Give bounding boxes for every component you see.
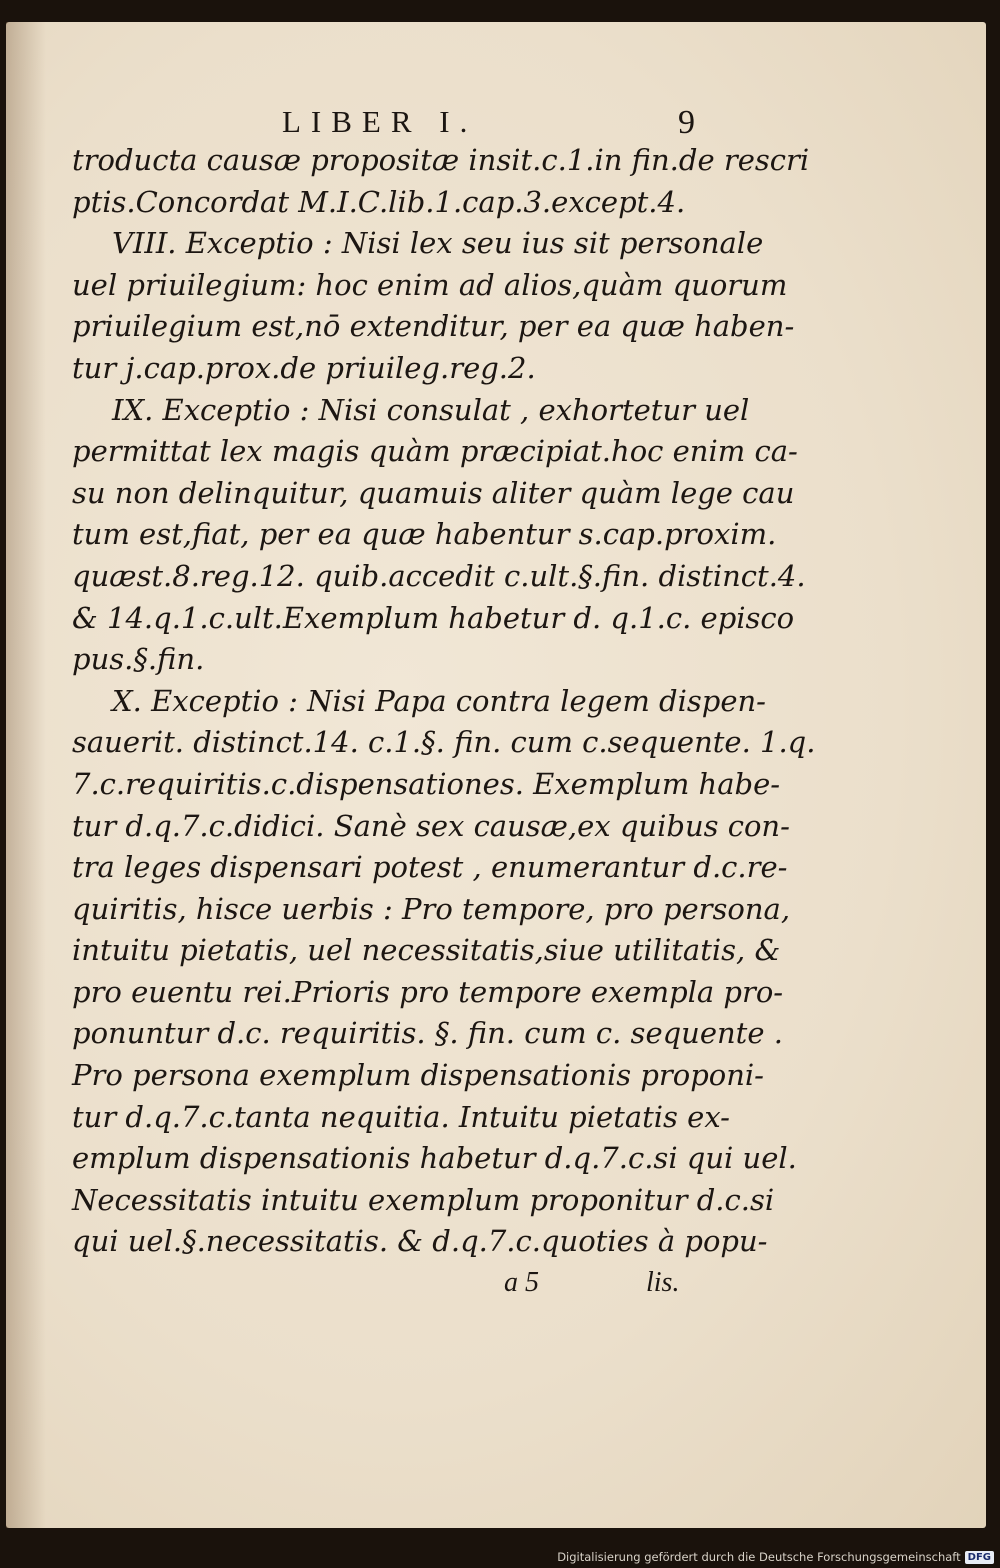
text-line: pus.§.fin. <box>72 642 205 677</box>
text-line: tra leges dispensari potest , enumerantur d.c.re- <box>72 850 788 885</box>
text-line: tur d.q.7.c.tanta nequitia. Intuitu pietatis ex- <box>72 1099 730 1134</box>
text-line: tur j.cap.prox.de priuileg.reg.2. <box>72 350 536 385</box>
text-block <box>72 86 816 1307</box>
text-line: ptis.Concordat M.I.C.lib.1.cap.3.except.4. <box>72 184 686 219</box>
text-line: pro euentu rei.Prioris pro tempore exempla pro- <box>72 974 784 1009</box>
dfg-logo-icon: DFG <box>965 1551 994 1564</box>
book-page <box>6 22 986 1528</box>
text-line: & 14.q.1.c.ult.Exemplum habetur d. q.1.c. episco <box>72 600 795 635</box>
text-line: permittat lex magis quàm præcipiat.hoc enim ca- <box>72 434 798 469</box>
text-line: troducta causæ propositæ insit.c.1.in fin.de rescri <box>72 143 810 177</box>
text-line: 7.c.requiritis.c.dispensationes. Exemplum habe- <box>72 766 781 801</box>
text-line: uel priuilegium: hoc enim ad alios,quàm quorum <box>72 267 788 302</box>
text-line: emplum dispensationis habetur d.q.7.c.si qui uel. <box>72 1141 797 1176</box>
text-line: VIII. Exceptio : Nisi lex seu ius sit personale <box>112 226 764 261</box>
text-line: quiritis, hisce uerbis : Pro tempore, pro persona, <box>72 891 791 926</box>
text-line: IX. Exceptio : Nisi consulat , exhortetur uel <box>112 392 750 427</box>
text-line: tur d.q.7.c.didici. Sanè sex causæ,ex quibus con- <box>72 808 790 843</box>
text-line: su non delinquitur, quamuis aliter quàm lege cau <box>72 475 795 510</box>
text-line: priuilegium est,nō extenditur, per ea quæ haben- <box>72 309 795 344</box>
catchword: lis. <box>646 1267 680 1299</box>
text-line: Pro persona exemplum dispensationis proponi- <box>72 1058 764 1093</box>
funding-credit: Digitalisierung gefördert durch die Deutsche Forschungsgemeinschaft <box>557 1550 961 1564</box>
text-line: sauerit. distinct.14. c.1.§. fin. cum c.sequente. 1.q. <box>72 725 816 760</box>
signature-mark: a 5 <box>504 1267 539 1299</box>
running-title: LIBER I. <box>282 104 478 139</box>
text-line: qui uel.§.necessitatis. & d.q.7.c.quoties à popu- <box>72 1224 768 1259</box>
text-line: Necessitatis intuitu exemplum proponitur d.c.si <box>72 1182 775 1217</box>
text-line: tum est,fiat, per ea quæ habentur s.cap.proxim. <box>72 517 777 552</box>
text-line: quæst.8.reg.12. quib.accedit c.ult.§.fin. distinct.4. <box>72 558 806 593</box>
page-number: 9 <box>678 104 695 141</box>
text-line: X. Exceptio : Nisi Papa contra legem dispen- <box>112 683 766 718</box>
running-head <box>72 86 716 140</box>
digitization-footer <box>557 1546 1000 1568</box>
catch-line <box>72 1263 716 1307</box>
text-line: ponuntur d.c. requiritis. §. fin. cum c. sequente . <box>72 1016 783 1051</box>
text-line: intuitu pietatis, uel necessitatis,siue utilitatis, & <box>72 933 781 968</box>
